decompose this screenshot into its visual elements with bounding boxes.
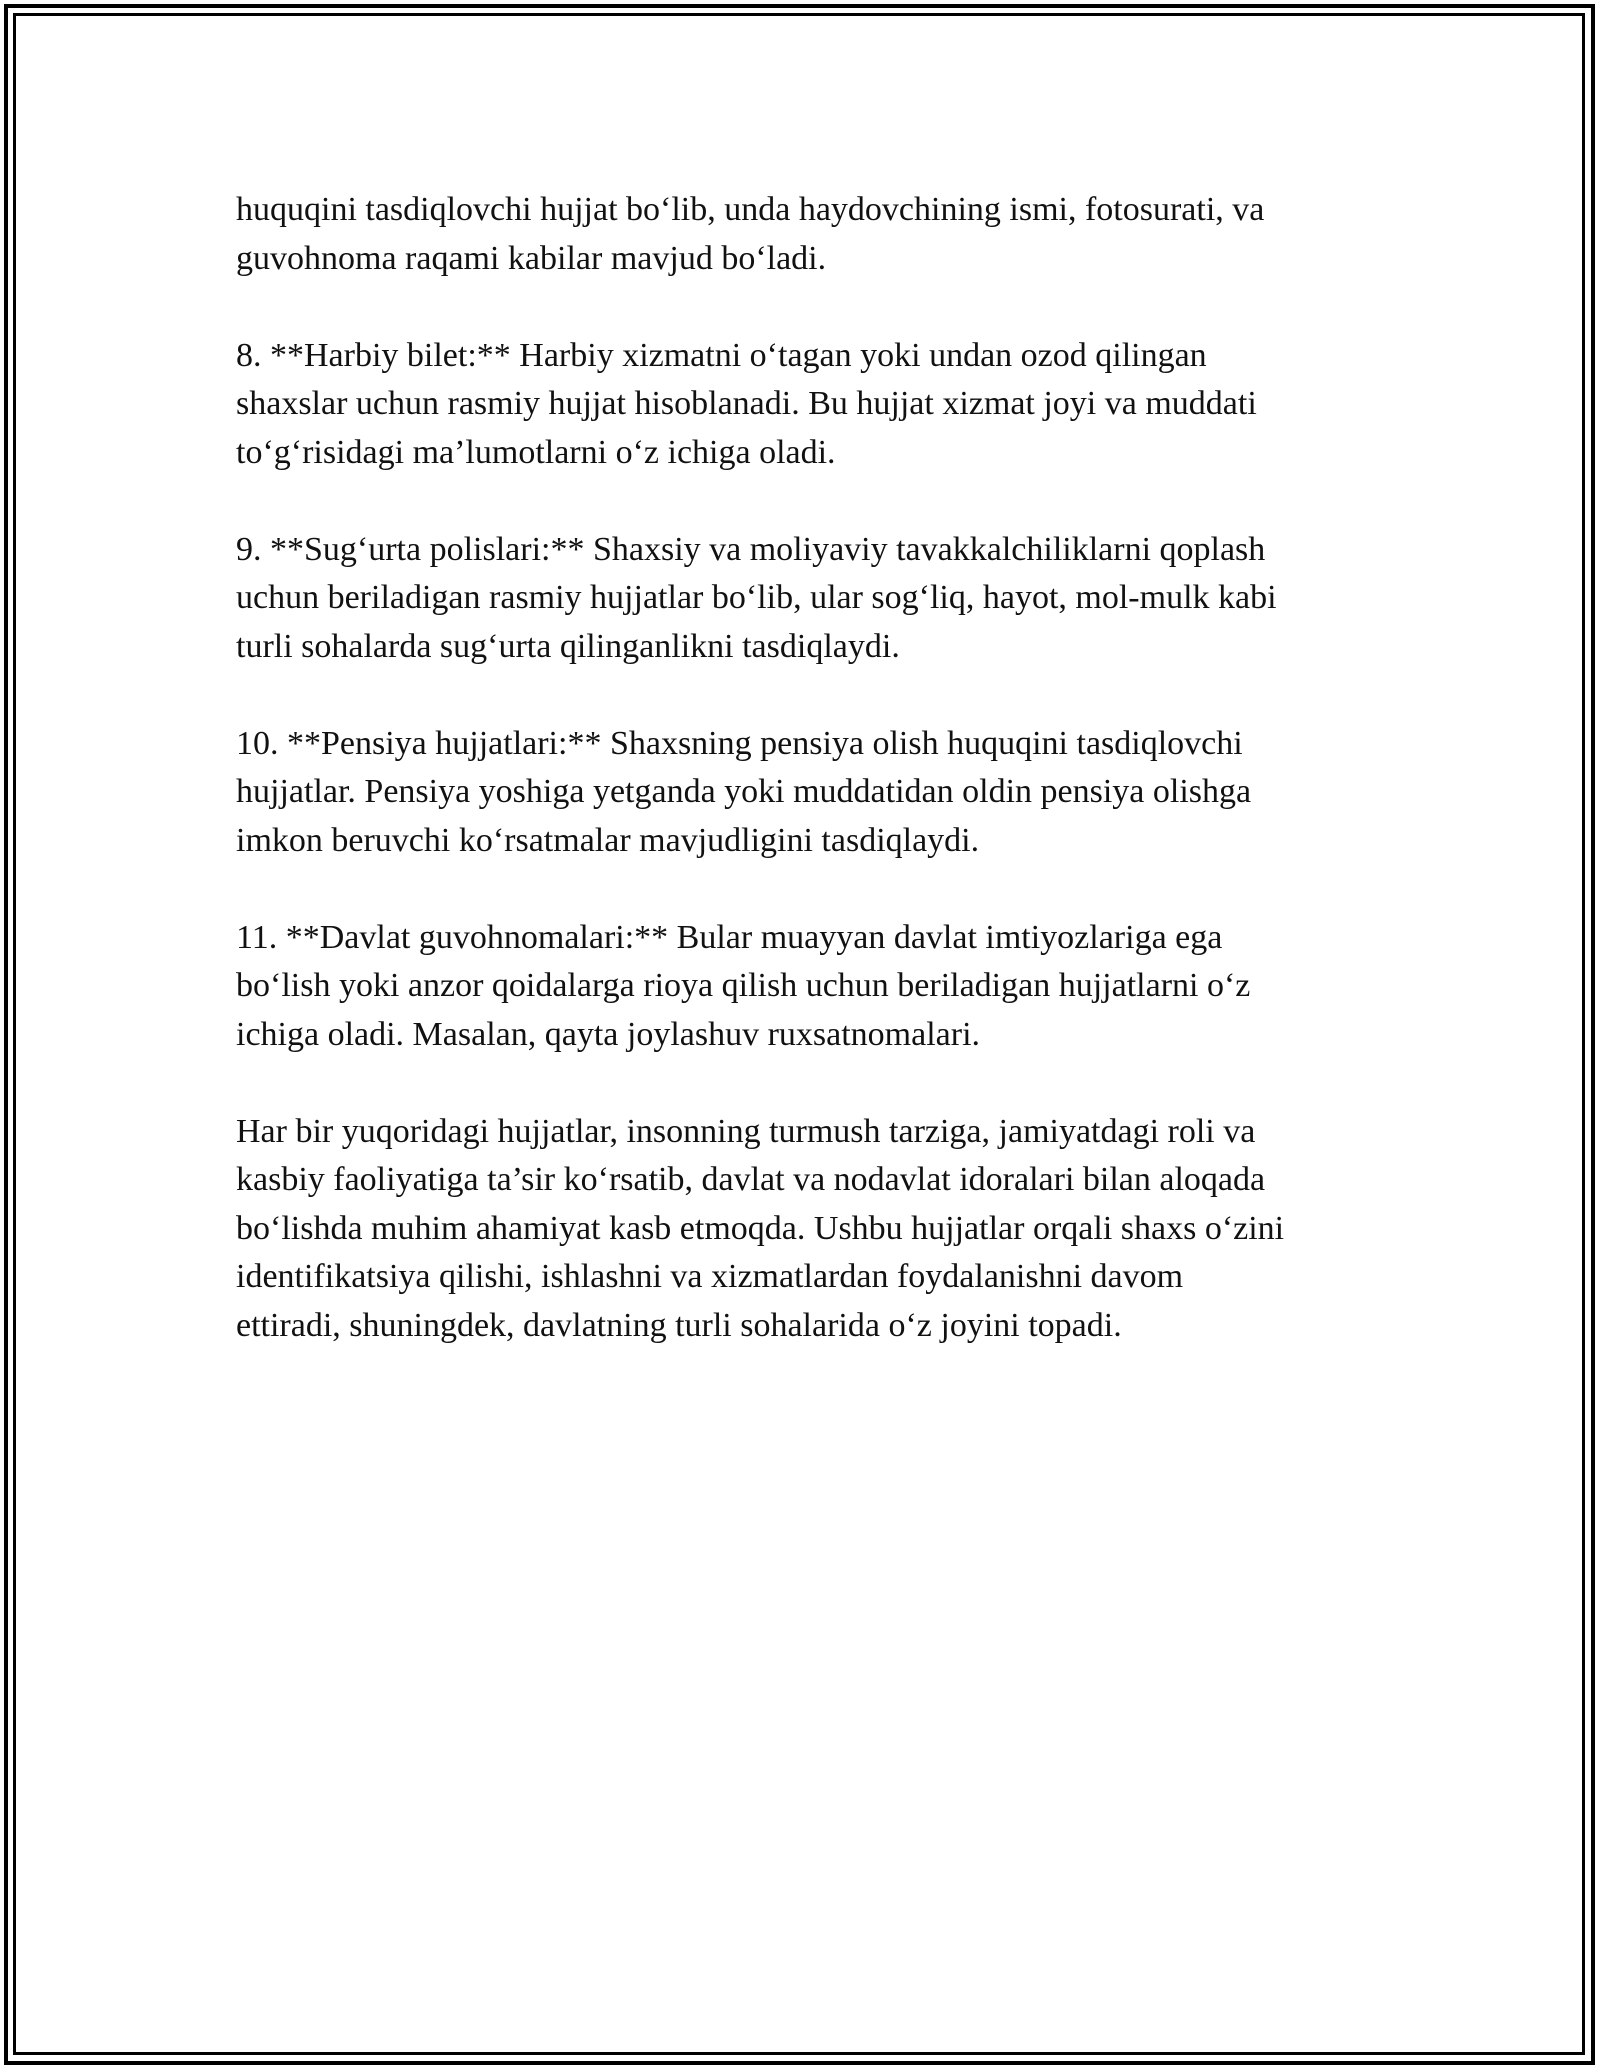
paragraph-state-certificates: 11. **Davlat guvohnomalari:** Bular muayyan davlat imtiyozlariga ega bo‘lish yoki anzor qoidalarga rioya qilish uchun beriladigan hujjatlarni o‘z ichiga oladi. Masalan, qayta joylashuv ruxsatnomalari. bbox=[236, 918, 1251, 1053]
document-body bbox=[236, 186, 1376, 1399]
paragraph-conclusion: Har bir yuqoridagi hujjatlar, insonning turmush tarziga, jamiyatdagi roli va kasbiy faoliyatiga ta’sir ko‘rsatib, davlat va nodavlat idoralari bilan aloqada bo‘lishda muhim ahamiyat kasb etmoqda. Ushbu hujjatlar orqali shaxs o‘zini identifikatsiya qilishi, ishlashni va xizmatlardan foydalanishni davom ettiradi, shuningdek, davlatning turli sohalarida o‘z joyini topadi. bbox=[236, 1112, 1285, 1344]
paragraph-pension-documents: 10. **Pensiya hujjatlari:** Shaxsning pensiya olish huquqini tasdiqlovchi hujjatlar. Pensiya yoshiga yetganda yoki muddatidan oldin pensiya olishga imkon beruvchi ko‘rsatmalar mavjudligini tasdiqlaydi. bbox=[236, 724, 1252, 859]
paragraph-driving-license-continuation: huquqini tasdiqlovchi hujjat bo‘lib, unda haydovchining ismi, fotosurati, va guvohnoma raqami kabilar mavjud bo‘ladi. bbox=[236, 191, 1265, 277]
paragraph-military-ticket: 8. **Harbiy bilet:** Harbiy xizmatni o‘tagan yoki undan ozod qilingan shaxslar uchun rasmiy hujjat hisoblanadi. Bu hujjat xizmat joyi va muddati to‘g‘risidagi ma’lumotlarni o‘z ichiga oladi. bbox=[236, 336, 1257, 471]
paragraph-insurance-policies: 9. **Sug‘urta polislari:** Shaxsiy va moliyaviy tavakkalchiliklarni qoplash uchun beriladigan rasmiy hujjatlar bo‘lib, ular sog‘liq, hayot, mol-mulk kabi turli sohalarda sug‘urta qilinganlikni tasdiqlaydi. bbox=[236, 530, 1277, 665]
